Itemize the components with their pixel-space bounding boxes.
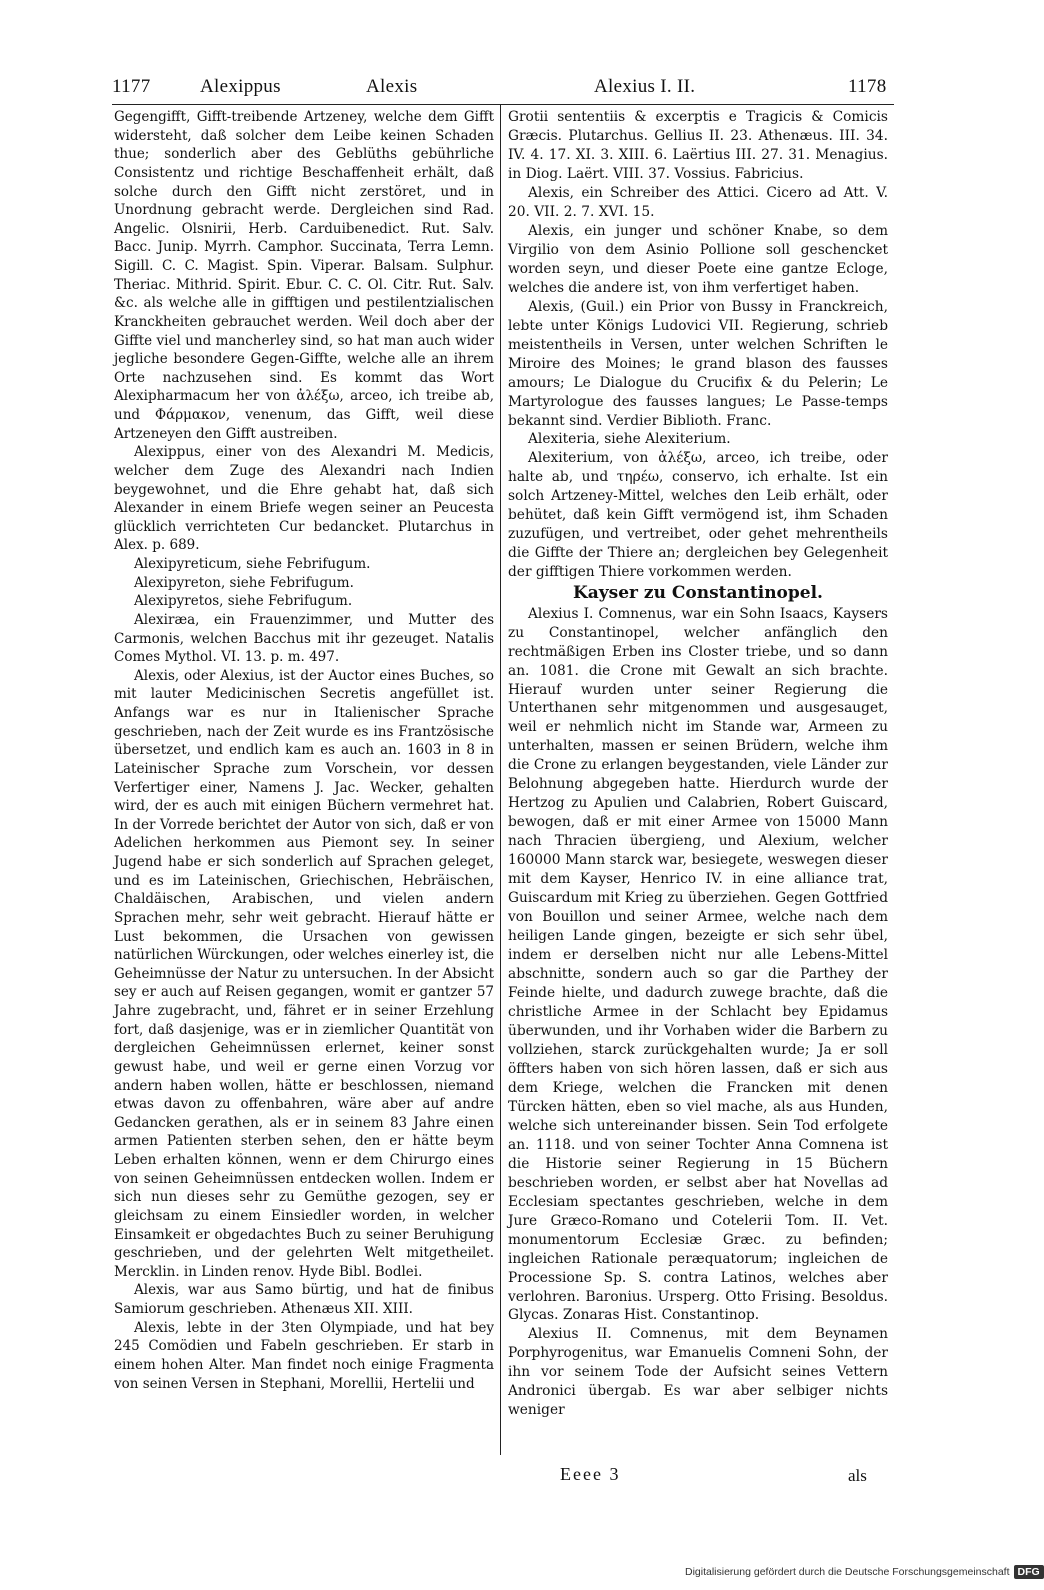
right-page-number: 1178 xyxy=(848,76,887,97)
header-rule xyxy=(112,104,894,105)
entry-alexiteria: Alexiteria, siehe Alexiterium. xyxy=(528,431,731,448)
signature-mark: Eeee 3 xyxy=(560,1464,621,1484)
left-page-number: 1177 xyxy=(112,76,151,97)
left-running-title-1: Alexippus xyxy=(200,76,281,97)
left-column xyxy=(114,108,494,1393)
entry-alexis-samos: Alexis, war aus Samo bürtig, und hat de finibus Samiorum geschrieben. Athenæus XII. XIII. xyxy=(114,1282,494,1317)
entry-alexipyreton: Alexipyreton, siehe Febrifugum. xyxy=(134,574,354,591)
right-running-title: Alexius I. II. xyxy=(594,76,696,97)
entry-alexipyreticum: Alexipyreticum, siehe Febrifugum. xyxy=(134,556,371,572)
entry-alexipharmacum-continued: Gegengifft, Gifft-treibende Artzeney, welche dem Gifft widersteht, daß solcher dem Leibe keinen Schaden thue; sonderlich aber des Geblüths gebührliche Consistentz und richtige Beschaffenheit erhält, daß solche durch den Gifft nicht zerstöret, und in Unordnung gebracht werde. Dergleichen sind Rad. Angelic. Olsnirii, Herb. Carduibenedict. Rut. Salv. Bacc. Junip. Myrrh. Camphor. Succinata, Terra Lemn. Sigill. C. C. Magist. Spin. Viperar. Balsam. Sulphur. Theriac. Mithrid. Spirit. Ebur. C. C. Ol. Citr. Rut. Salv. &c. als welche alle in gifftigen und pestilentzialischen Kranckheiten gebrauchet werden. Weil doch aber der Giffte viel und mancherley sind, so hat man auch wider jegliche besondere Gegen-Giffte, welche alle an ihrem Orte nachzusehen sind. Es kommt das Wort Alexipharmacum her von ἀλέξω, arceo, ich treibe ab, und Φάρμακον, venenum, das Gifft, weil diese Artzeneyen den Gifft austreiben. xyxy=(114,109,494,442)
entry-alexius-ii: Alexius II. Comnenus, mit dem Beynamen Porphyrogenitus, war Emanuelis Comneni Sohn, der ihn vor seinem Tode der Aufsicht seines Vettern Andronici übergab. Es war aber selbiger nichts weniger xyxy=(508,1326,888,1419)
entry-alexius-i: Alexius I. Comnenus, war ein Sohn Isaacs, Kaysers zu Constantinopel, welcher anfänglich den rechtmäßigen Erben ins Closter triebe, und so dann an. 1081. die Crone mit Gewalt an sich brachte. Hierauf wurden unter seiner Regierung die Unterthanen sehr mitgenommen und ausgesauget, weil er nehmlich nicht im Stande war, Armeen zu unterhalten, massen er seinen Brüdern, welche ihm die Crone zu erlangen beygestanden, viele Länder zur Belohnung abgegeben hatte. Hierdurch wurde der Hertzog zu Apulien und Calabrien, Robert Guiscard, bewogen, daß er mit einer Armee von 15000 Mann nach Thracien übergieng, und Alexium, welcher 160000 Mann starck war, besiegete, weswegen dieser mit dem Kayser, Henrico IV. in eine alliance trat, Guiscardum mit Krieg zu überziehen. Gegen Gottfried von Bouillon und seiner Armee, welche nach dem heiligen Lande gingen, bezeigte er sich sehr übel, indem er derselben nicht nur alle Lebens-Mittel abschnitte, sondern auch so gar die Parthey der Feinde hielte, und dadurch zuwege brachte, daß die christliche Armee in der Schlacht bey Epidamus überwunden, und ihr Vorhaben wider die Barbern zu vollziehen, starck zurückgehalten wurde; Ja er soll öffters haben von sich hören lassen, daß er sich aus dem Kriege, welchen die Francken mit denen Türcken hätten, eben so viel mache, als aus Hunden, welche sich untereinander bissen. Sein Tod erfolgete an. 1118. und von seiner Tochter Anna Comnena ist die Historie seiner Regierung in 15 Büchern beschrieben worden, er selbst aber hat Novellas ad Ecclesiam spectantes geschrieben, welche in dem Jure Græco-Romano und Cotelerii Tom. II. Vet. monumentorum Ecclesiæ Græc. zu befinden; ingleichen Rationale peræquatorum; ingleichen de Processione Sp. S. contra Latinos, welches aber verlohren. Baronius. Ursperg. Otto Frising. Besoldus. Glycas. Zonaras Hist. Constantinop. xyxy=(508,605,888,1324)
entry-alexis-poet-continued: Grotii sententiis & excerptis e Tragicis & Comicis Græcis. Plutarchus. Gellius II. 23. Athenæus. III. 34. IV. 4. 17. XI. 3. XIII. 6. Laërtius III. 27. 31. Menagius. in Diog. Laërt. VIII. 37. Vossius. Fabricius. xyxy=(508,109,888,182)
entry-alexis-guil: Alexis, (Guil.) ein Prior von Bussy in Franckreich, lebte unter Königs Ludovici VII. Regierung, schrieb meistentheils in Versen, unter welchen Schriften le Miroire des Moines; le grand blason des fausses amours; Le Dialogue du Crucifix & du Pelerin; Le Martyrologue des fausses langues; Le Passe-temps bekannt sind. Verdier Biblioth. Franc. xyxy=(508,298,888,429)
entry-alexis-author: Alexis, oder Alexius, ist der Auctor eines Buches, so mit lauter Medicinischen Secretis angefüllet ist. Anfangs war es nur in Italienischer Sprache geschrieben, nach der Zeit wurde es ins Frantzösische übersetzet, und endlich kam es auch an. 1603 in 8 in Lateinischer Sprache zum Vorschein, vor dessen Verfertiger einer, Namens J. Jac. Wecker, gehalten wird, der es auch mit einigen Büchern vermehret hat. In der Vorrede berichtet der Autor von sich, daß er von Adelichen herkommen aus Piemont sey. In seiner Jugend habe er sich sonderlich auf Sprachen geleget, und es im Lateinischen, Griechischen, Hebräischen, Chaldäischen, Arabischen, und vielen andern Sprachen mehr, sehr weit gebracht. Hierauf hätte er Lust bekommen, die Ursachen von gewissen natürlichen Würckungen, oder welches einerley ist, die Geheimnüsse der Natur zu untersuchen. In der Absicht sey er auch auf Reisen gegangen, womit er gantzer 57 Jahre zugebracht, und, fähret er in seiner Erzehlung fort, daß dasjenige, was er in ziemlicher Quantität von dergleichen Geheimnüssen erlernet, keiner sonst gewust habe, und weil er gerne einen Vorzug vor andern haben wollen, hätte er beschlossen, niemand etwas davon zu offenbahren, wäre aber auf andre Gedancken gerathen, als er in seinem 83 Jahre einen armen Patienten sterben sehen, den er hätte beym Leben erhalten können, wenn er dem Chirurgo eines von seinen Geheimnüssen entdecken wollen. Indem er sich nun dieses sehr zu Gemüthe gezogen, sey er gleichsam zu einem Einsiedler worden, in welcher Einsamkeit er obgedachtes Buch zu seiner Beruhigung geschrieben, und der gelehrten Welt mitgetheilet. Mercklin. in Linden renov. Hyde Bibl. Bodlei. xyxy=(114,667,494,1280)
entry-alexis-boy: Alexis, ein junger und schöner Knabe, so dem Virgilio von dem Asinio Pollione soll geschencket worden seyn, und dieser Poete eine gantze Ecloge, welches die andere ist, von ihm verfertiget haben. xyxy=(508,222,888,296)
footer-credit xyxy=(685,1565,1040,1585)
catchword: als xyxy=(848,1466,867,1485)
entry-alexipyretos: Alexipyretos, siehe Febrifugum. xyxy=(134,593,353,610)
entry-alexippus: Alexippus, einer von des Alexandri M. Medicis, welcher dem Zuge des Alexandri nach Indien beygewohnet, und die Ehre gehabt hat, daß sich Alexander in einem Briefe wegen seiner an Peucesta glücklich verrichteten Cur bedancket. Plutarchus in Alex. p. 689. xyxy=(114,444,494,554)
footer-text: Digitalisierung gefördert durch die Deutsche Forschungsgemeinschaft xyxy=(685,1566,1010,1578)
running-header xyxy=(112,76,894,104)
entry-alexis-scribe: Alexis, ein Schreiber des Attici. Cicero ad Att. V. 20. VII. 2. 7. XVI. 15. xyxy=(508,184,888,220)
entry-alexis-poet: Alexis, lebte in der 3ten Olympiade, und hat bey 245 Comödien und Fabeln geschrieben. Er starb in einem hohen Alter. Man findet noch einige Fragmenta von seinen Versen in Stephani, Morellii, Hertelii und xyxy=(114,1319,494,1392)
entry-alexiraea: Alexiræa, ein Frauenzimmer, und Mutter des Carmonis, welchen Bacchus mit ihr gezeuget. Natalis Comes Mythol. VI. 13. p. m. 497. xyxy=(114,611,494,666)
column-divider xyxy=(500,105,501,1455)
right-column xyxy=(508,108,888,1420)
section-heading: Kayser zu Constantinopel. xyxy=(573,583,823,604)
entry-alexiterium: Alexiterium, von ἀλέξω, arceo, ich treibe, oder halte ab, und τηρέω, conservo, ich erhalte. Ist ein solch Artzeney-Mittel, welches den Leib erhält, oder behütet, daß kein Gifft vermögend ist, ihm Schaden zuzufügen, und vertreibet, oder gehet mehrentheils die Giffte der Thiere an; dergleichen bey Gelegenheit der gifftigen Thiere vorkommen werden. xyxy=(508,450,888,581)
dfg-logo: DFG xyxy=(1014,1565,1044,1579)
left-running-title-2: Alexis xyxy=(366,76,418,97)
